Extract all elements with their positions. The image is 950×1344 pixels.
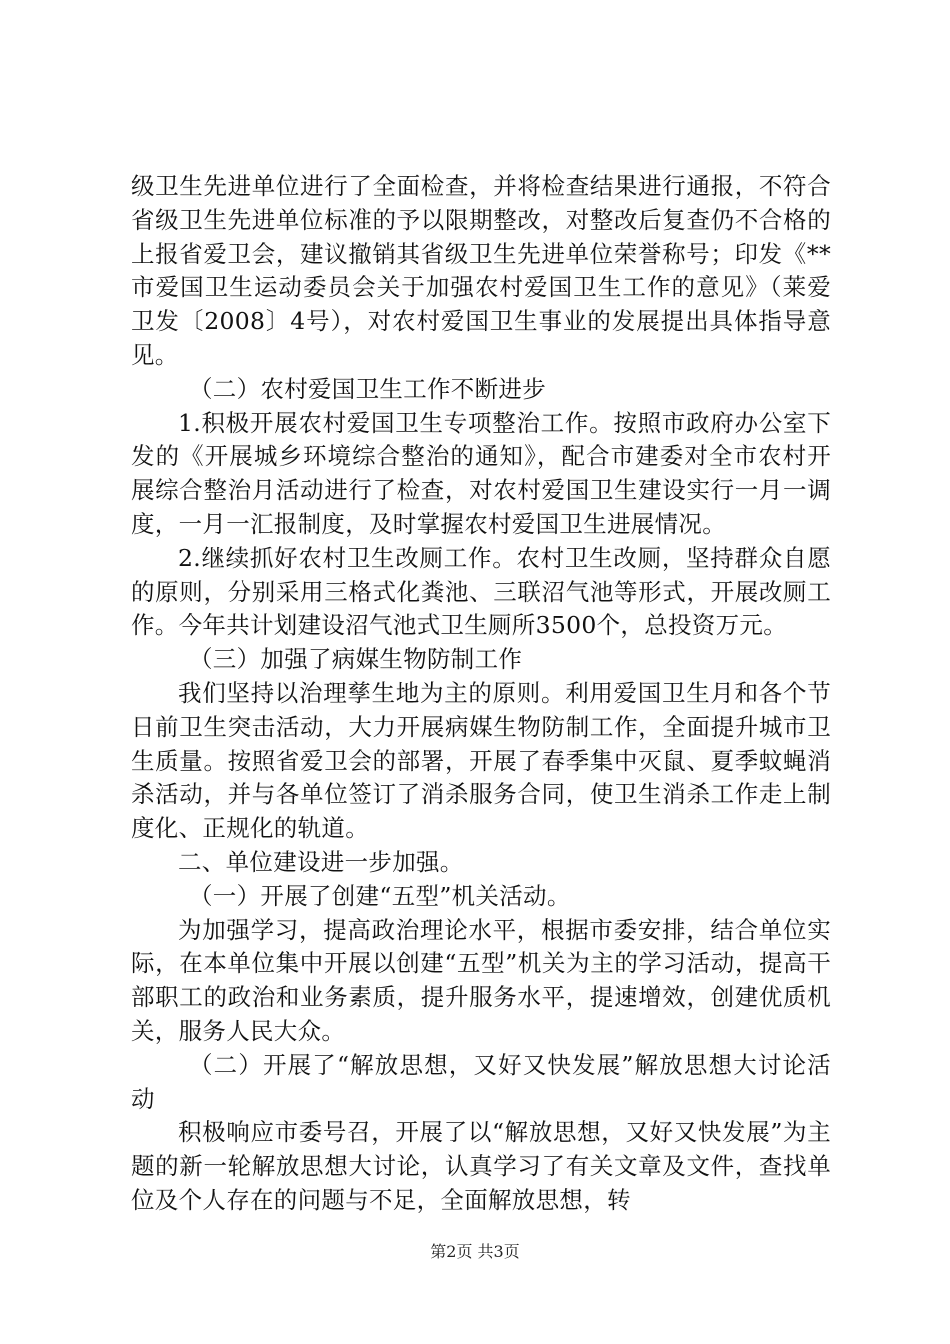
section-heading-vector-control: （三）加强了病媒生物防制工作 bbox=[189, 645, 523, 674]
document-body bbox=[131, 170, 831, 1218]
page-footer: 第2页 共3页 bbox=[430, 1242, 520, 1261]
paragraph-emancipate-mind: 积极响应市委号召，开展了以“解放思想，又好又快发展”为主题的新一轮解放思想大讨论，认真学习了有关文章及文件，查找单位及个人存在的问题与不足，全面解放思想，转 bbox=[131, 1118, 831, 1214]
paragraph-rural-rectification: 1.积极开展农村爱国卫生专项整治工作。按照市政府办公室下发的《开展城乡环境综合整治的通知》，配合市建委对全市农村开展综合整治月活动进行了检查，对农村爱国卫生建设实行一月一调度，一月一汇报制度，及时掌握农村爱国卫生进展情况。 bbox=[131, 408, 831, 538]
section-heading-emancipate-mind: （二）开展了“解放思想，又好又快发展”解放思想大讨论活动 bbox=[131, 1050, 831, 1113]
section-heading-unit-building: 二、单位建设进一步加强。 bbox=[178, 847, 464, 876]
section-heading-rural-health: （二）农村爱国卫生工作不断进步 bbox=[189, 374, 546, 403]
section-heading-five-type-organ: （一）开展了创建“五型”机关活动。 bbox=[189, 881, 571, 910]
paragraph-toilet-renovation: 2.继续抓好农村卫生改厕工作。农村卫生改厕，坚持群众自愿的原则，分别采用三格式化粪池、三联沼气池等形式，开展改厕工作。今年共计划建设沼气池式卫生厕所3500个，总投资万元。 bbox=[131, 543, 831, 640]
paragraph-1: 级卫生先进单位进行了全面检查，并将检查结果进行通报，不符合省级卫生先进单位标准的予以限期整改，对整改后复查仍不合格的上报省爱卫会，建议撤销其省级卫生先进单位荣誉称号；印发《**市爱国卫生运动委员会关于加强农村爱国卫生工作的意见》（莱爱卫发〔2008〕4号），对农村爱国卫生事业的发展提出具体指导意见。 bbox=[131, 172, 831, 369]
paragraph-vector-control: 我们坚持以治理孳生地为主的原则。利用爱国卫生月和各个节日前卫生突击活动，大力开展病媒生物防制工作，全面提升城市卫生质量。按照省爱卫会的部署，开展了春季集中灭鼠、夏季蚊蝇消杀活动，并与各单位签订了消杀服务合同，使卫生消杀工作走上制度化、正规化的轨道。 bbox=[131, 678, 831, 843]
paragraph-five-type-organ: 为加强学习，提高政治理论水平，根据市委安排，结合单位实际，在本单位集中开展以创建“五型”机关为主的学习活动，提高干部职工的政治和业务素质，提升服务水平，提速增效，创建优质机关，服务人民大众。 bbox=[131, 915, 831, 1045]
